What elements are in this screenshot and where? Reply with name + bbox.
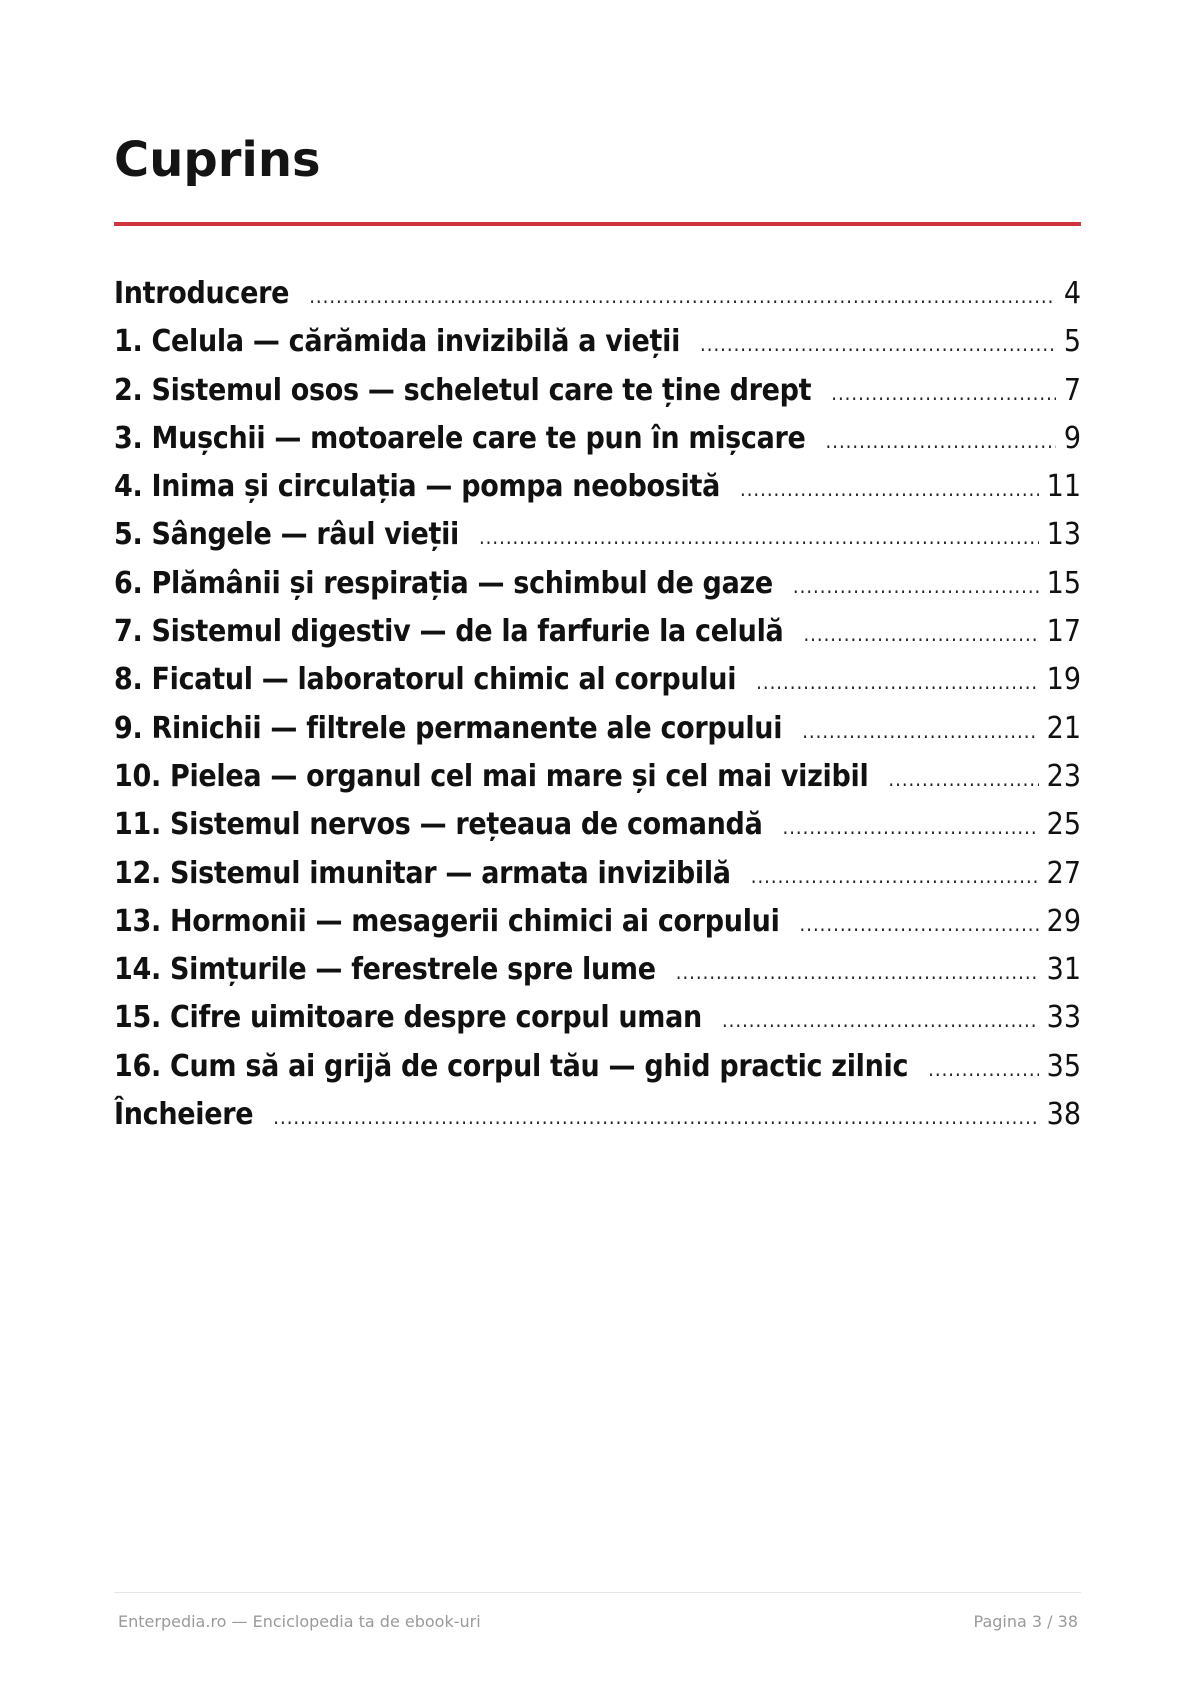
toc-entry[interactable] [114, 517, 1081, 565]
toc-entry-title: 13. Hormonii — mesagerii chimici ai corpului [114, 903, 780, 939]
toc-entry[interactable] [114, 711, 1081, 759]
toc-entry-title: 11. Sistemul nervos — rețeaua de comandă [114, 807, 763, 843]
toc-dot-leader [888, 767, 1038, 791]
toc-entry-title: 12. Sistemul imunitar — armata invizibilă [114, 855, 731, 891]
table-of-contents [114, 276, 1081, 1145]
toc-entry-page-number: 23 [1046, 758, 1081, 794]
toc-dot-leader [826, 429, 1056, 453]
toc-dot-leader [273, 1105, 1038, 1129]
toc-entry-title: 7. Sistemul digestiv — de la farfurie la celulă [114, 614, 784, 650]
toc-entry[interactable] [114, 614, 1081, 662]
toc-entry[interactable] [114, 469, 1081, 517]
toc-entry[interactable] [114, 952, 1081, 1000]
toc-entry-page-number: 13 [1046, 517, 1081, 553]
toc-entry-title: 15. Cifre uimitoare despre corpul uman [114, 1000, 702, 1036]
toc-dot-leader [793, 574, 1039, 598]
toc-entry[interactable] [114, 904, 1081, 952]
toc-entry[interactable] [114, 1049, 1081, 1097]
toc-entry-title: 5. Sângele — râul vieții [114, 517, 459, 553]
toc-entry-title: Introducere [114, 276, 290, 311]
toc-entry-page-number: 9 [1063, 420, 1081, 456]
toc-entry-title: 2. Sistemul osos — scheletul care te ține drept [114, 372, 812, 408]
toc-entry-page-number: 17 [1046, 614, 1081, 650]
toc-entry[interactable] [114, 856, 1081, 904]
toc-entry[interactable] [114, 566, 1081, 614]
toc-dot-leader [751, 864, 1039, 888]
toc-entry[interactable] [114, 1000, 1081, 1048]
toc-entry[interactable] [114, 807, 1081, 855]
title-divider [114, 222, 1081, 226]
toc-dot-leader [803, 622, 1038, 646]
toc-entry-page-number: 11 [1046, 469, 1081, 505]
toc-entry-title: 8. Ficatul — laboratorul chimic al corpului [114, 662, 737, 698]
toc-entry-title: Încheiere [114, 1097, 254, 1133]
page-title: Cuprins [114, 132, 321, 188]
footer-page-number: Pagina 3 / 38 [973, 1612, 1078, 1631]
toc-entry-title: 4. Inima și circulația — pompa neobosită [114, 469, 720, 505]
toc-dot-leader [740, 477, 1039, 501]
toc-dot-leader [700, 332, 1056, 356]
toc-entry-title: 9. Rinichii — filtrele permanente ale corpului [114, 710, 783, 746]
toc-dot-leader [782, 815, 1038, 839]
footer-site-label: Enterpedia.ro — Enciclopedia ta de ebook-uri [118, 1612, 481, 1631]
toc-dot-leader [756, 670, 1038, 694]
toc-entry[interactable] [114, 1097, 1081, 1145]
toc-dot-leader [831, 381, 1056, 405]
toc-dot-leader [479, 525, 1039, 549]
toc-entry-title: 14. Simțurile — ferestrele spre lume [114, 952, 656, 988]
toc-entry-page-number: 4 [1063, 276, 1081, 311]
toc-entry-title: 6. Plămânii și respirația — schimbul de gaze [114, 565, 773, 601]
toc-entry[interactable] [114, 276, 1081, 324]
footer-divider [114, 1592, 1081, 1593]
toc-entry-title: 10. Pielea — organul cel mai mare și cel mai vizibil [114, 758, 869, 794]
toc-entry[interactable] [114, 373, 1081, 421]
toc-entry-page-number: 35 [1046, 1048, 1081, 1084]
toc-entry-title: 3. Mușchii — motoarele care te pun în mișcare [114, 420, 806, 456]
toc-entry[interactable] [114, 759, 1081, 807]
toc-entry-page-number: 7 [1063, 372, 1081, 408]
toc-dot-leader [676, 960, 1039, 984]
toc-entry-title: 16. Cum să ai grijă de corpul tău — ghid practic zilnic [114, 1048, 909, 1084]
toc-entry-page-number: 33 [1046, 1000, 1081, 1036]
toc-dot-leader [802, 719, 1038, 743]
toc-entry[interactable] [114, 662, 1081, 710]
toc-entry-page-number: 29 [1046, 903, 1081, 939]
toc-entry-page-number: 27 [1046, 855, 1081, 891]
toc-dot-leader [722, 1008, 1039, 1032]
toc-entry-page-number: 5 [1063, 324, 1081, 360]
toc-entry-page-number: 31 [1046, 952, 1081, 988]
toc-entry-title: 1. Celula — cărămida invizibilă a vieții [114, 324, 681, 360]
toc-entry[interactable] [114, 324, 1081, 372]
toc-dot-leader [928, 1057, 1039, 1081]
toc-dot-leader [309, 284, 1056, 308]
toc-dot-leader [800, 912, 1039, 936]
toc-entry[interactable] [114, 421, 1081, 469]
toc-entry-page-number: 19 [1046, 662, 1081, 698]
toc-entry-page-number: 38 [1046, 1097, 1081, 1133]
toc-entry-page-number: 25 [1046, 807, 1081, 843]
toc-entry-page-number: 21 [1046, 710, 1081, 746]
toc-entry-page-number: 15 [1046, 565, 1081, 601]
